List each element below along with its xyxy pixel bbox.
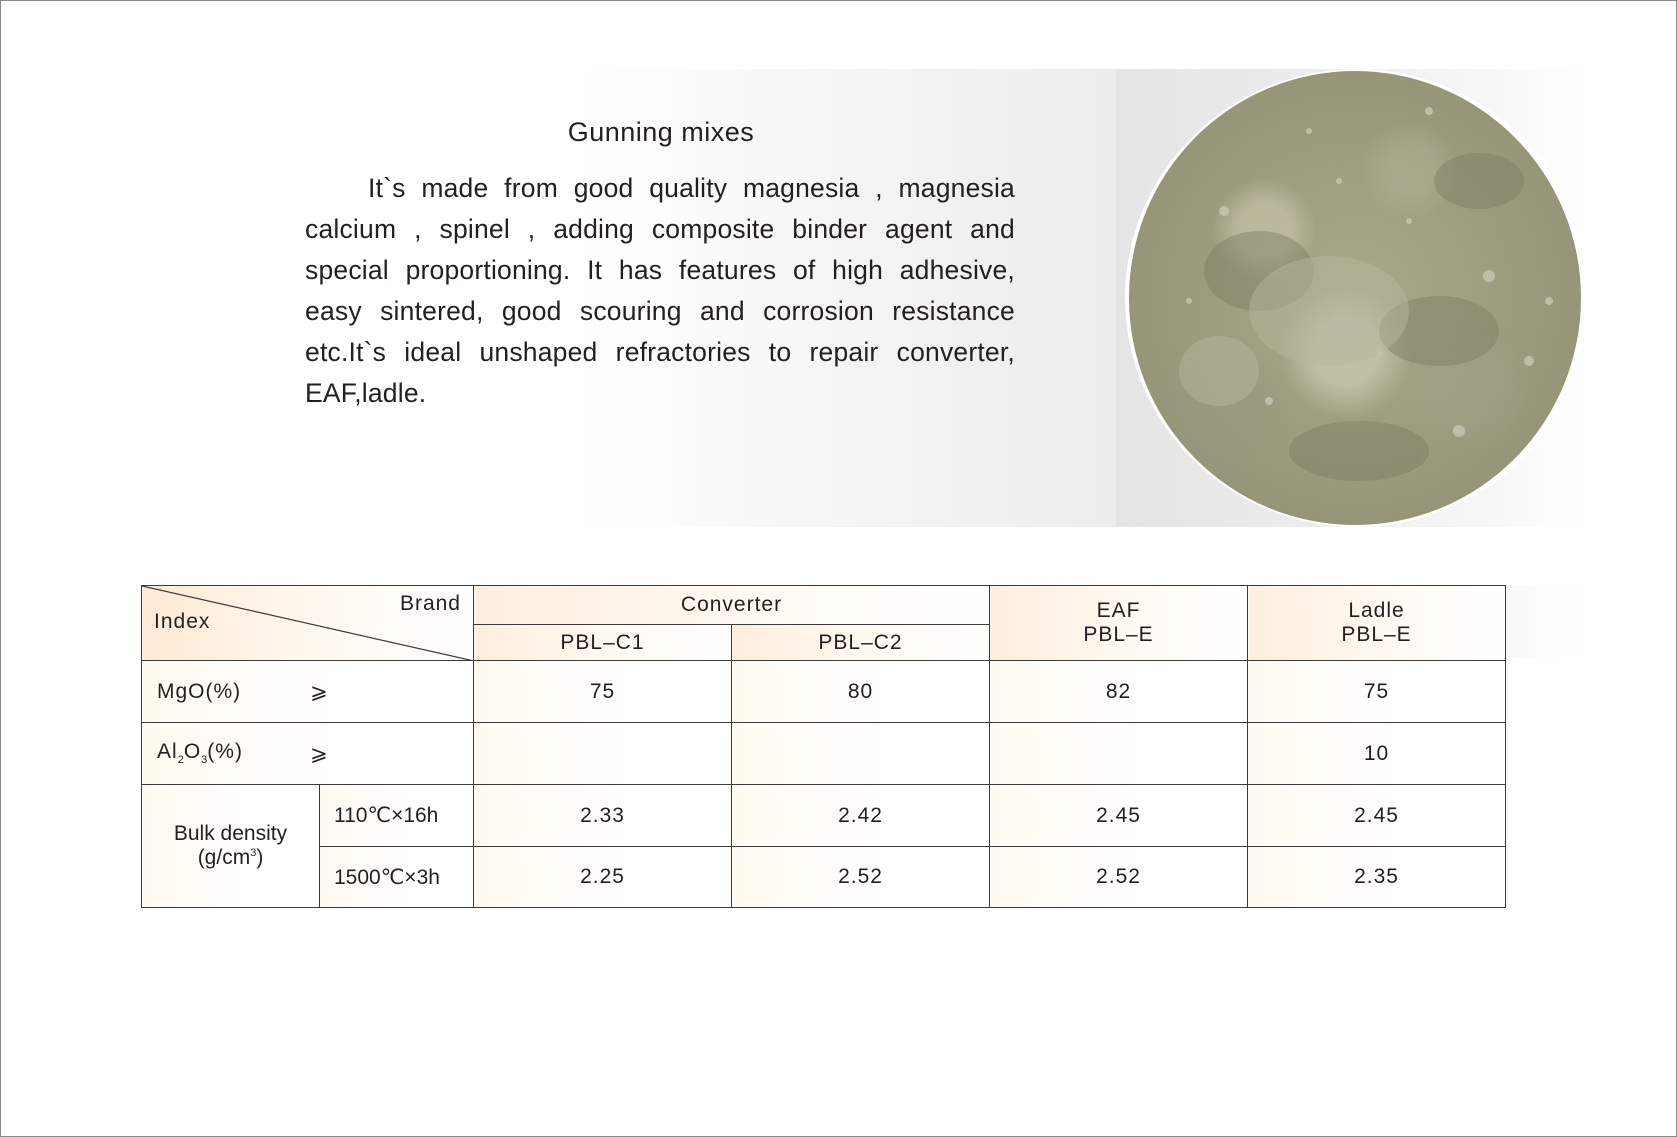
product-description: It`s made from good quality magnesia , magnesia calcium , spinel , adding composite binder agent and special proportioning. It has features of high adhesive, easy sintered, good scouring and corrosion resistance etc.It`s ideal unshaped refractories to repair converter, EAF,ladle. <box>305 173 1015 408</box>
spec-table <box>141 585 1506 908</box>
al2o3-label: $Al_2O_3(\%)$ <box>157 740 243 767</box>
table-side-shade <box>1504 585 1584 657</box>
eaf-header <box>990 586 1248 661</box>
brand-label: Brand <box>399 592 461 615</box>
bd1500-c1: 2.25 <box>474 847 732 908</box>
bd1500-eaf: 2.52 <box>990 847 1248 908</box>
powder-texture <box>1129 71 1581 525</box>
bd110-eaf: 2.45 <box>990 785 1248 847</box>
bd1500-ladle: 2.35 <box>1248 847 1506 908</box>
product-photo <box>1129 71 1581 525</box>
bulk-density-label-line1: Bulk density <box>173 822 288 845</box>
al2o3-c2 <box>732 723 990 785</box>
spec-table-wrap <box>141 585 1505 907</box>
mgo-ladle: 75 <box>1248 661 1506 723</box>
eaf-header-line2: PBL–E <box>1083 623 1154 646</box>
index-label: Index <box>154 610 211 633</box>
subheader-c1: PBL–C1 <box>474 625 732 661</box>
bulk-density-label-line2: $(g/cm^3)$ <box>197 846 264 869</box>
bulk-density-label-cell <box>142 785 320 908</box>
mgo-label: MgO(%) <box>157 679 242 703</box>
bd110-c1: 2.33 <box>474 785 732 847</box>
mgo-eaf: 82 <box>990 661 1248 723</box>
mgo-label-cell <box>142 661 474 723</box>
bd110-ladle: 2.45 <box>1248 785 1506 847</box>
al2o3-ge-symbol: ⩾ <box>310 742 329 765</box>
al2o3-ladle: 10 <box>1248 723 1506 785</box>
corner-header <box>142 586 474 661</box>
al2o3-c1 <box>474 723 732 785</box>
al2o3-label-cell <box>142 723 474 785</box>
condition-1500: 1500℃×3h <box>320 847 474 908</box>
bd1500-c2: 2.52 <box>732 847 990 908</box>
subheader-c2: PBL–C2 <box>732 625 990 661</box>
mgo-ge-symbol: ⩾ <box>310 680 329 703</box>
product-title: Gunning mixes <box>567 117 755 147</box>
al2o3-eaf <box>990 723 1248 785</box>
ladle-header-line1: Ladle <box>1348 599 1405 622</box>
condition-110: 110℃×16h <box>320 785 474 847</box>
ladle-header-line2: PBL–E <box>1341 623 1412 646</box>
mgo-c2: 80 <box>732 661 990 723</box>
converter-header: Converter <box>474 586 990 625</box>
eaf-header-line1: EAF <box>1096 599 1141 622</box>
mgo-c1: 75 <box>474 661 732 723</box>
bd110-c2: 2.42 <box>732 785 990 847</box>
ladle-header <box>1248 586 1506 661</box>
